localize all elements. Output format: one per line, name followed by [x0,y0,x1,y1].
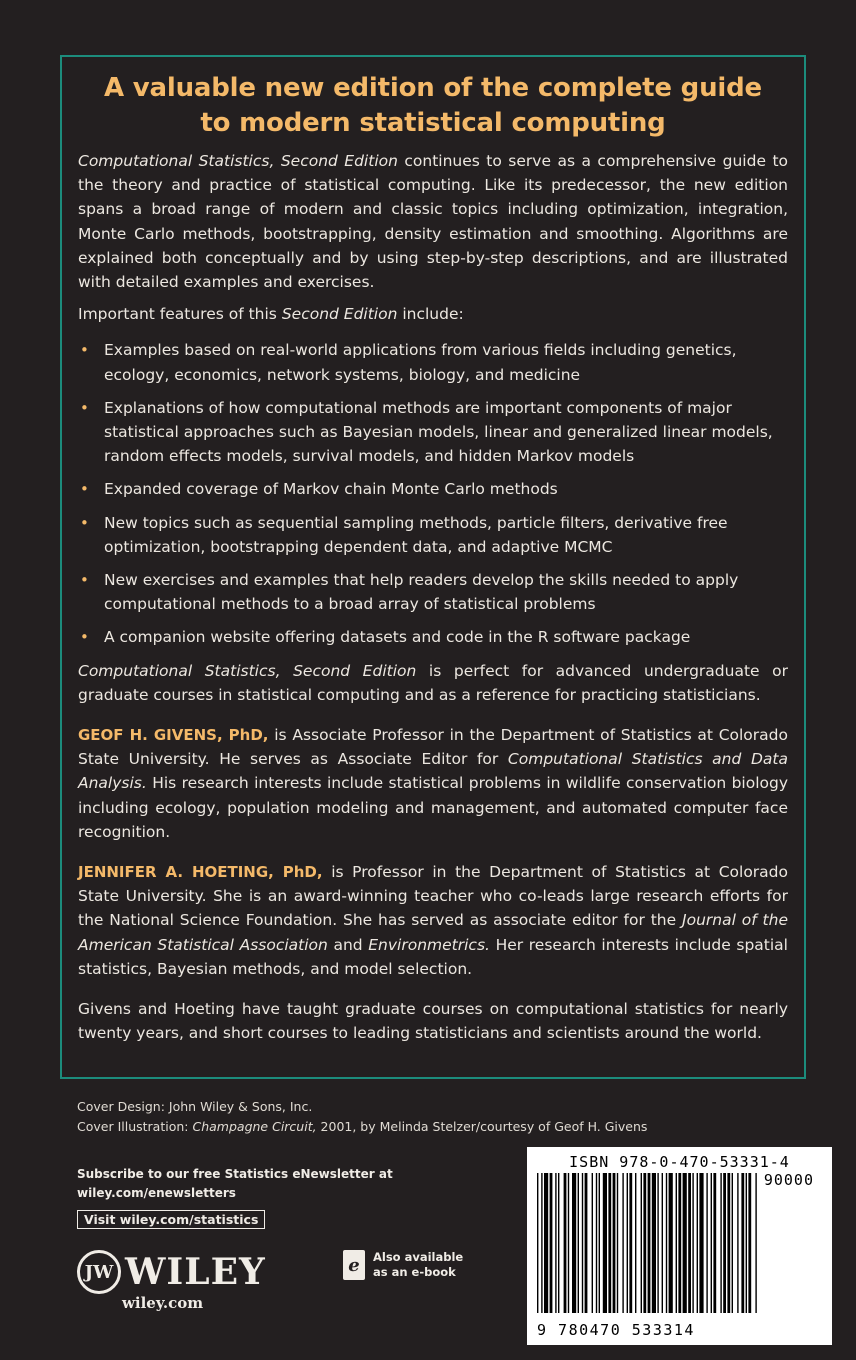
barcode-bar [746,1173,747,1313]
features-intro-after: include: [397,305,464,324]
barcode-bar [741,1173,744,1313]
wiley-mark-icon: JW [77,1250,121,1294]
bio-italic: Computational Statistics and Data Analysis. [78,750,788,793]
bio-italic: Journal of the American Statistical Association [78,911,788,954]
features-intro-before: Important features of this [78,305,282,324]
barcode-bar [678,1173,681,1313]
barcode-bar [537,1173,538,1313]
price-code: 90000 [763,1171,814,1189]
newsletter-promo [77,1165,393,1203]
barcode-bar [652,1173,656,1313]
barcode-bar [669,1173,673,1313]
barcode-bar [641,1173,642,1313]
barcode-bar [558,1173,559,1313]
barcode-bar [550,1173,553,1313]
ebook-line-1: Also available [373,1250,464,1264]
barcode-bar [599,1173,600,1313]
bio-text: and [327,935,369,954]
summary-paragraph [78,659,788,707]
barcode-bar [585,1173,588,1313]
barcode-bar [608,1173,611,1313]
barcode-bar [697,1173,698,1313]
barcode-bar [732,1173,733,1313]
barcode-bar [648,1173,651,1313]
author-bio-hoeting [78,860,788,981]
barcode-bar [676,1173,677,1313]
barcode-bar [629,1173,632,1313]
description-frame [60,55,806,1079]
barcode-bar [723,1173,726,1313]
author-name: JENNIFER A. HOETING, PhD, [78,863,323,882]
feature-text: Expanded coverage of Markov chain Monte Carlo methods [104,480,558,499]
barcode-bar [544,1173,548,1313]
bio-italic: Environmetrics. [368,935,490,954]
closing-paragraph: Givens and Hoeting have taught graduate courses on computational statistics for nearly twenty years, and short courses to leading statisticians and scientists around the world. [78,1000,788,1043]
wiley-wordmark: WILEY [125,1251,266,1293]
features-intro-italic: Second Edition [281,305,398,324]
barcode-bar [657,1173,658,1313]
barcode-bars-icon [537,1173,822,1313]
ebook-notice [343,1250,463,1280]
barcode-bar [541,1173,542,1313]
intro-text: continues to serve as a comprehensive guide to the theory and practice of statistical computing. Like its predecessor, the new edition spans a broad range of modern and classic topics including optimization, integration, Monte Carlo methods, bootstrapping, density estimation and smoothing. Algorithms are explained both conceptually and by using step-by-step descriptions, and are illustrated with detailed examples and exercises. [78,152,788,292]
illustration-label: Cover Illustration: [77,1119,193,1134]
bullet-icon: • [80,628,89,647]
barcode-bar [596,1173,597,1313]
barcode-bar [582,1173,583,1313]
barcode-bar [683,1173,687,1313]
bullet-icon: • [80,571,89,590]
illustration-title: Champagne Circuit, [192,1119,317,1134]
cover-credits [77,1097,647,1137]
barcode-bar [688,1173,691,1313]
barcode-bar [622,1173,623,1313]
wiley-url: wiley.com [122,1294,204,1312]
headline-line-2: to modern statistical computing [200,108,666,138]
features-list [78,338,788,649]
headline-line-1: A valuable new edition of the complete guide [104,73,762,103]
barcode-bar [748,1173,751,1313]
feature-text: A companion website offering datasets and code in the R software package [104,628,691,647]
barcode-bar [643,1173,646,1313]
bio-text: is Associate Professor in the Department of Statistics at Colorado State University. He serves as Associate Editor for [78,726,788,769]
barcode-bar [666,1173,667,1313]
summary-title: Computational Statistics, Second Edition [78,661,417,680]
feature-text: Examples based on real-world applications from various fields including genetics, ecology, economics, network systems, biology, and medicine [104,341,737,384]
bio-text: Her research interests include spatial statistics, Bayesian methods, and model selection. [78,935,788,978]
isbn-barcode [527,1147,832,1345]
illustration-rest: 2001, by Melinda Stelzer/courtesy of Geof H. Givens [316,1119,648,1134]
feature-item [78,396,788,469]
barcode-bar [706,1173,707,1313]
feature-item [78,511,788,559]
barcode-bar [617,1173,618,1313]
barcode-bar [711,1173,712,1313]
barcode-bar [720,1173,721,1313]
barcode-bar [603,1173,607,1313]
barcode-bar [592,1173,593,1313]
barcode-bar [613,1173,616,1313]
features-intro [78,302,788,326]
barcode-bar [572,1173,576,1313]
barcode-bar [755,1173,756,1313]
bio-text: is Professor in the Department of Statistics at Colorado State University. She is an award-winning teacher who co-leads large research efforts for the National Science Foundation. She has served as associate editor for the [78,863,788,930]
wiley-logo [77,1250,266,1294]
bullet-icon: • [80,341,89,360]
summary-text: is perfect for advanced undergraduate or graduate courses in statistical computing and as a reference for practicing statisticians. [78,661,789,704]
feature-text: New exercises and examples that help readers develop the skills needed to apply computational methods to a broad array of statistical problems [104,571,739,614]
visit-website-link[interactable]: Visit wiley.com/statistics [77,1210,265,1229]
intro-title: Computational Statistics, Second Edition [78,152,398,170]
feature-text: Explanations of how computational methods are important components of major statistical approaches such as Bayesian models, linear and generalized linear models, random effects models, survival models, and hidden Markov models [104,398,773,466]
feature-item [78,477,788,501]
newsletter-link[interactable]: wiley.com/enewsletters [77,1186,236,1200]
barcode-bar [627,1173,628,1313]
isbn-number: ISBN 978-0-470-53331-4 [569,1153,790,1171]
feature-item [78,625,788,649]
cover-design-credit: Cover Design: John Wiley & Sons, Inc. [77,1099,313,1114]
barcode-bar [737,1173,738,1313]
intro-paragraph [78,149,788,294]
author-name: GEOF H. GIVENS, PhD, [78,726,269,745]
cover-illustration-credit [77,1117,647,1137]
bullet-icon: • [80,480,89,499]
barcode-bar [635,1173,636,1313]
barcode-bar [662,1173,663,1313]
ean-number: 9 780470 533314 [537,1321,695,1339]
barcode-bar [564,1173,567,1313]
barcode-bar [727,1173,730,1313]
barcode-bar [699,1173,703,1313]
bio-text: His research interests include statistical problems in wildlife conservation biology including ecology, population modeling and management, and automated computer face recognition. [78,774,788,841]
headline [78,71,788,141]
ebook-line-2: as an e-book [373,1265,456,1279]
newsletter-line-1: Subscribe to our free Statistics eNewsletter at [77,1167,393,1181]
barcode-bar [692,1173,693,1313]
barcode-bar [555,1173,556,1313]
ebook-text [373,1250,463,1280]
bullet-icon: • [80,513,89,532]
ebook-icon: e [343,1250,365,1280]
feature-item [78,338,788,386]
feature-item [78,568,788,616]
barcode-bar [568,1173,569,1313]
barcode-bar [713,1173,716,1313]
author-bio-givens [78,723,788,844]
bullet-icon: • [80,398,89,417]
barcode-bar [578,1173,579,1313]
feature-text: New topics such as sequential sampling methods, particle filters, derivative free optimization, bootstrapping dependent data, and adaptive MCMC [104,513,728,556]
